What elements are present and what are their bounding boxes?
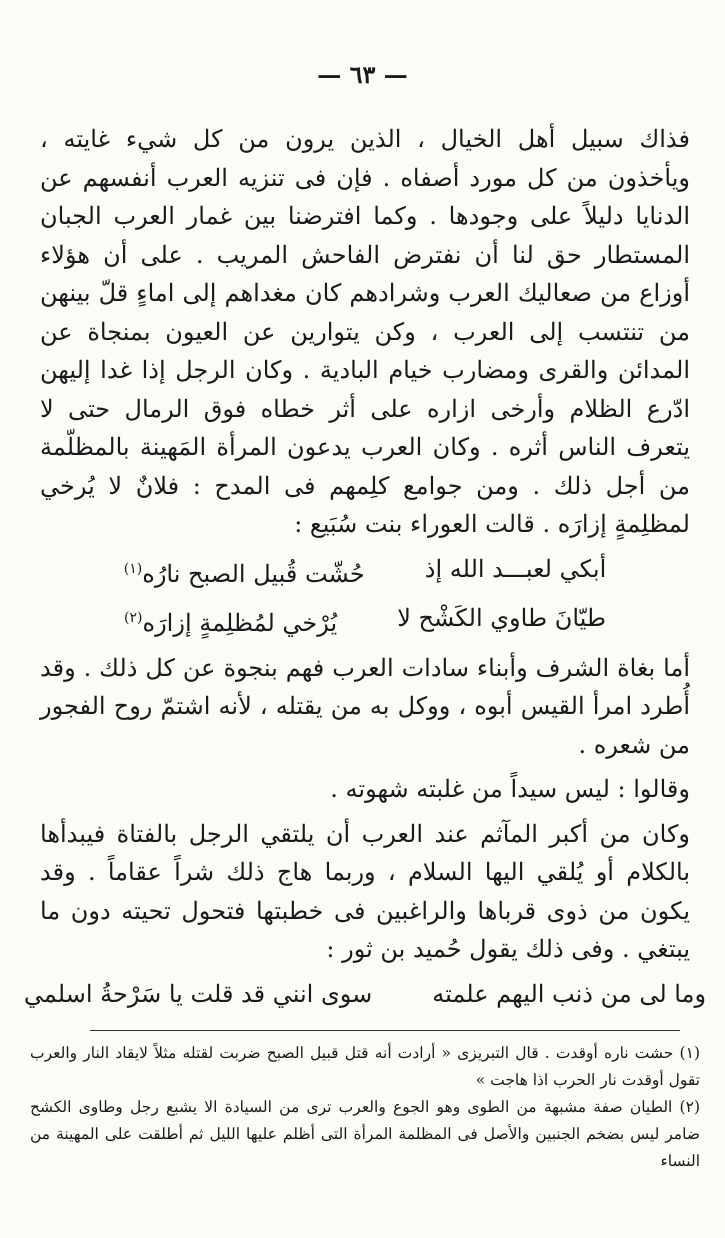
footnote: (١) حشت ناره أوقدت . قال التبريزى « أرادت أنه قتل قبيل الصبح ضربت لقتله مثلاً لايقاد النار والعرب تقول أوقدت نار الحرب اذا هاجت » xyxy=(30,1044,700,1089)
footnote-marker: (٢) xyxy=(124,610,143,626)
paragraph: وكان من أكبر المآثم عند العرب أن يلتقي الرجل بالفتاة فيبدأها بالكلام أو يُلقي اليها السلام ، وربما هاج ذلك شراً عقاماً . وقد يكون من ذوى قرباها والراغبين فى خطبتها فتحول تحيته دون ما يبتغي . وفى ذلك يقول حُميد بن ثور : xyxy=(40,819,690,963)
verse-line xyxy=(40,550,690,594)
verse-first-hemistich: طيّانَ طاوي الكَشْح لا xyxy=(397,604,606,632)
verse-second-text: يُرْخي لمُظلِمةٍ إزارَه xyxy=(142,609,338,637)
footnotes xyxy=(30,1040,700,1175)
page-number: — ٦٣ — xyxy=(317,60,408,89)
verse-second-hemistich xyxy=(124,550,365,594)
verse-second-hemistich xyxy=(124,599,337,643)
verse-second-hemistich: سوى انني قد قلت يا سَرْحةُ اسلمي xyxy=(23,979,373,1008)
main-text xyxy=(23,120,707,1019)
verse-first-hemistich: أبكي لعبـــد الله إذ xyxy=(424,554,607,583)
verse-line xyxy=(40,599,690,643)
verse-line xyxy=(23,975,707,1014)
verse-first-hemistich: وما لى من ذنب اليهم علمته xyxy=(432,979,707,1008)
paragraph: أما بغاة الشرف وأبناء سادات العرب فهم بنجوة عن كل ذلك . وقد أُطرد امرأ القيس أبوه ، ووكل به من يقتله ، لأنه اشتمّ روح الفجور من شعره . xyxy=(40,653,690,759)
footnote: (٢) الطيان صفة مشبهة من الطوى وهو الجوع والعرب ترى من السيادة الا يشبع رجل وطاوى الكشح ضامر ليس بضخم الجنبين والأصل فى المظلمة المرأة التى أظلم عليها الليل ثم أطلقت على المهينة من النساء xyxy=(30,1098,700,1170)
footnote-separator xyxy=(90,1030,680,1031)
paragraph: فذاك سبيل أهل الخيال ، الذين يرون من كل شيء غايته ، ويأخذون من كل مورد أصفاه . فإن فى تنزيه العرب أنفسهم عن الدنايا دليلاً على وجودها . وكما افترضنا بين غمار العرب الجبان المستطار حق لنا أن نفترض الفاحش المريب . على أن هؤلاء أوزاع من صعاليك العرب وشرادهم كان مغداهم إلى اماءٍ قلّ بينهن من تنتسب إلى العرب ، وكن يتوارين عن العيون بمنجاة عن المدائن والقرى ومضارب خيام البادية . وكان الرجل إذا غدا إليهن ادّرع الظلام وأرخى ازاره على أثر خطاه فوق الرمال حتى لا يتعرف الناس أثره . وكان العرب يدعون المرأة المَهينة بالمظلّمة من أجل ذلك . ومن جوامع كلِمهم فى المدح : فلانٌ لا يُرخي لمظلِمةٍ إزارَه . قالت العوراء بنت سُبَيع : xyxy=(40,125,690,538)
footnote-marker: (١) xyxy=(123,560,143,577)
verse-second-text: حُشّت قُبيل الصبح نارُه xyxy=(142,559,365,588)
paragraph: وقالوا : ليس سيداً من غلبته شهوته . xyxy=(330,775,690,803)
